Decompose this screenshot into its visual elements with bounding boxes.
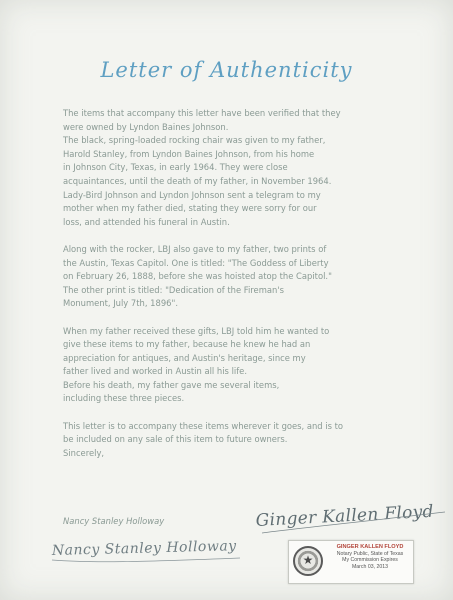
notary-line-1: Notary Public, State of Texas xyxy=(336,550,404,557)
notary-stamp-text xyxy=(329,544,411,570)
letter-line: This letter is to accompany these items wherever it goes, and is to xyxy=(63,420,344,431)
notary-line-2: My Commission Expires xyxy=(342,557,398,564)
letter-line: Monument, July 7th, 1896". xyxy=(63,298,178,309)
letter-line: loss, and attended his funeral in Austin. xyxy=(63,216,230,227)
letter-line: mother when my father died, stating they were sorry for our xyxy=(63,203,317,214)
letter-title: Letter of Authenticity xyxy=(100,58,353,82)
signature-right: Ginger Kallen Floyd xyxy=(255,501,435,531)
letter-line: Harold Stanley, from Lyndon Baines Johnson, from his home xyxy=(63,148,315,159)
letter-line: acquaintances, until the death of my father, in November 1964. xyxy=(63,175,332,186)
letter-line: Along with the rocker, LBJ also gave to my father, two prints of xyxy=(63,243,327,254)
notary-seal-icon xyxy=(293,546,323,576)
letter-line: father lived and worked in Austin all his life. xyxy=(63,366,247,377)
letter-line: The other print is titled: "Dedication of the Fireman's xyxy=(63,284,284,295)
letter-line: the Austin, Texas Capitol. One is titled: "The Goddess of Liberty xyxy=(63,257,329,268)
letter-line: The items that accompany this letter have been verified that they xyxy=(63,108,341,118)
letter-line: Before his death, my father gave me several items, xyxy=(63,379,280,390)
letter-line: When my father received these gifts, LBJ told him he wanted to xyxy=(63,325,330,336)
letter-line: were owned by Lyndon Baines Johnson. xyxy=(63,121,229,132)
letter-line: in Johnson City, Texas, in early 1964. They were close xyxy=(63,162,288,173)
letter-line: including these three pieces. xyxy=(63,393,185,404)
notary-name: GINGER KALLEN FLOYD xyxy=(336,544,404,550)
letter-line: Lady-Bird Johnson and Lyndon Johnson sent a telegram to my xyxy=(63,189,321,200)
letter-line: appreciation for antiques, and Austin's heritage, since my xyxy=(63,352,306,363)
letter-line: give these items to my father, because he knew he had an xyxy=(63,339,311,350)
notary-stamp xyxy=(288,540,414,584)
signature-left-flourish xyxy=(52,558,240,562)
star-icon: ★ xyxy=(302,553,314,567)
signature-left: Nancy Stanley Holloway xyxy=(51,538,237,559)
letter-line: Sincerely, xyxy=(63,447,105,458)
signatory-printed-name: Nancy Stanley Holloway xyxy=(63,516,165,526)
letter-line: The black, spring-loaded rocking chair was given to my father, xyxy=(63,135,326,146)
letter-line: be included on any sale of this item to future owners. xyxy=(63,434,288,445)
notary-line-3: March 03, 2013 xyxy=(351,563,389,570)
letter-line: on February 26, 1888, before she was hoisted atop the Capitol." xyxy=(63,271,332,282)
